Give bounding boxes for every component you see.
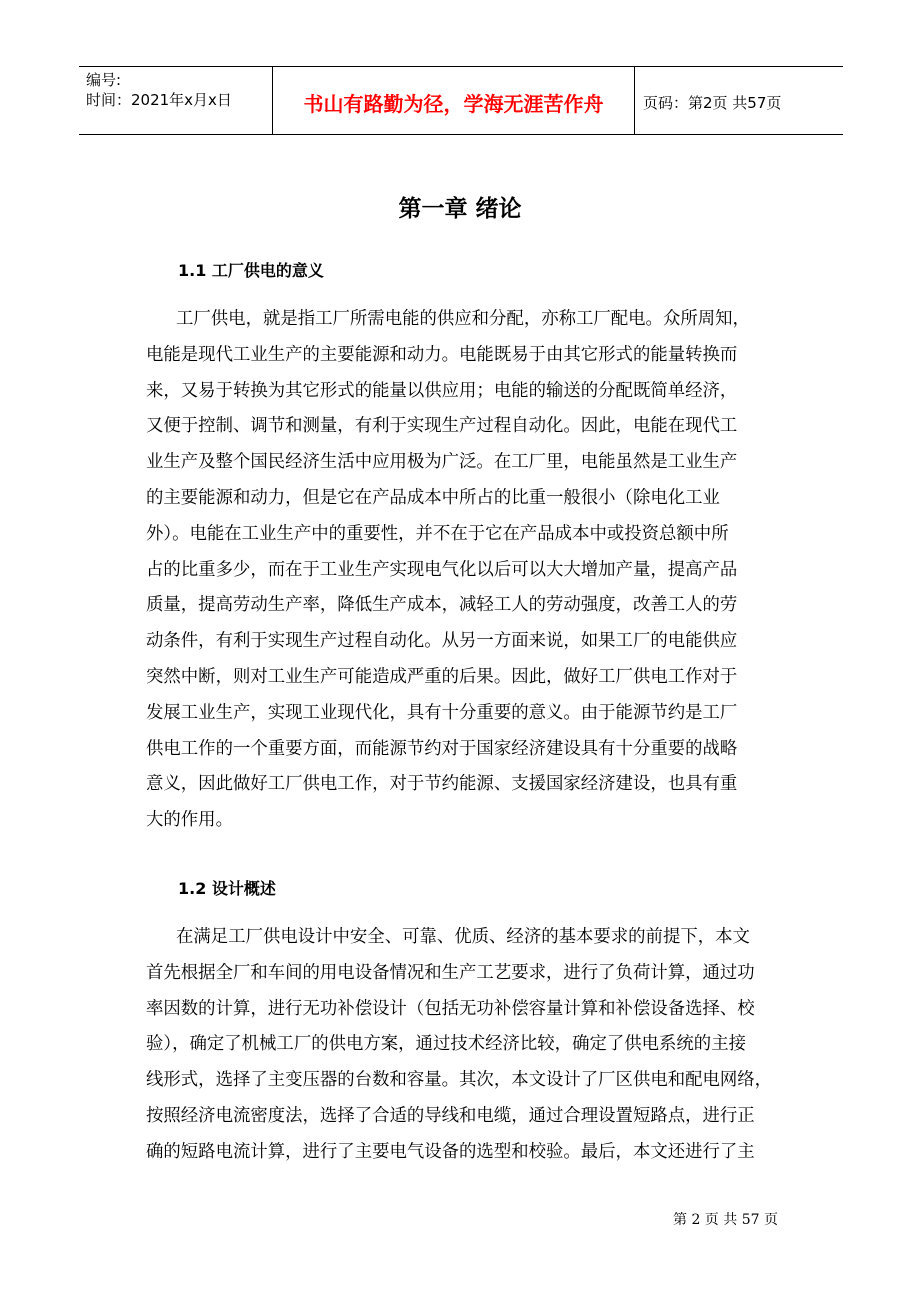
paragraph-line: 供电工作的一个重要方面，而能源节约对于国家经济建设具有十分重要的战略 [146, 738, 738, 759]
page-footer: 第 2 页 共 57 页 [673, 1212, 778, 1228]
paragraph-line: 占的比重多少，而在于工业生产实现电气化以后可以大大增加产量，提高产品 [146, 559, 738, 580]
paragraph-line: 动条件，有利于实现生产过程自动化。从另一方面来说，如果工厂的电能供应 [146, 631, 738, 652]
header-left-cell [86, 70, 232, 110]
paragraph-line: 电能是现代工业生产的主要能源和动力。电能既易于由其它形式的能量转换而 [146, 344, 738, 365]
paragraph-line: 工厂供电，就是指工厂所需电能的供应和分配，亦称工厂配电。众所周知， [176, 309, 750, 329]
section-1-2-paragraph [146, 920, 778, 1171]
paragraph-line: 发展工业生产，实现工业现代化，具有十分重要的意义。由于能源节约是工厂 [146, 702, 738, 723]
paragraph-line: 首先根据全厂和车间的用电设备情况和生产工艺要求，进行了负荷计算，通过功 [146, 962, 755, 983]
number-label: 编号: [86, 71, 122, 89]
paragraph-line: 的主要能源和动力，但是它在产品成本中所占的比重一般很小（除电化工业 [146, 487, 720, 508]
section-heading-1-1: 1.1 工厂供电的意义 [178, 261, 324, 280]
section-heading-1-2: 1.2 设计概述 [178, 879, 276, 898]
paragraph-line: 来，又易于转换为其它形式的能量以供应用；电能的输送的分配既简单经济， [146, 380, 738, 401]
paragraph-line: 确的短路电流计算，进行了主要电气设备的选型和校验。最后，本文还进行了主 [146, 1141, 755, 1162]
paragraph-line: 在满足工厂供电设计中安全、可靠、优质、经济的基本要求的前提下，本文 [176, 927, 750, 947]
paragraph-line: 外）。电能在工业生产中的重要性，并不在于它在产品成本中或投资总额中所 [146, 523, 729, 544]
paragraph-line: 突然中断，则对工业生产可能造成严重的后果。因此，做好工厂供电工作对于 [146, 666, 738, 687]
chapter-title: 第一章 绪论 [398, 196, 522, 222]
paragraph-line: 质量，提高劳动生产率，降低生产成本，减轻工人的劳动强度，改善工人的劳 [146, 595, 738, 616]
paragraph-line: 大的作用。 [146, 810, 233, 831]
paragraph-line: 业生产及整个国民经济生活中应用极为广泛。在工厂里，电能虽然是工业生产 [146, 452, 738, 473]
header-page-info: 页码：第2页 共57页 [643, 94, 782, 112]
header-slogan: 书山有路勤为径，学海无涯苦作舟 [303, 92, 604, 116]
paragraph-line: 线形式，选择了主变压器的台数和容量。其次，本文设计了厂区供电和配电网络， [146, 1070, 773, 1091]
paragraph-line: 按照经济电流密度法，选择了合适的导线和电缆，通过合理设置短路点，进行正 [146, 1105, 755, 1126]
paragraph-line: 验），确定了机械工厂的供电方案，通过技术经济比较，确定了供电系统的主接 [146, 1034, 746, 1055]
time-label: 时间：2021年x月x日 [86, 91, 232, 109]
paragraph-line: 意义，因此做好工厂供电工作，对于节约能源、支援国家经济建设，也具有重 [146, 774, 738, 795]
paragraph-line: 率因数的计算，进行无功补偿设计（包括无功补偿容量计算和补偿设备选择、校 [146, 998, 755, 1019]
section-1-1-paragraph [146, 302, 778, 839]
header-top-rule [79, 66, 843, 67]
header-divider [634, 66, 635, 135]
paragraph-line: 又便于控制、调节和测量，有利于实现生产过程自动化。因此，电能在现代工 [146, 416, 738, 437]
header-bottom-rule [79, 134, 843, 135]
